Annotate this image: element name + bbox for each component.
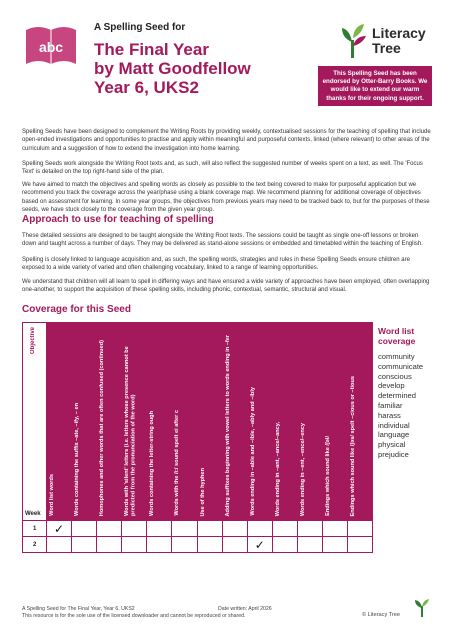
coverage-cell — [197, 521, 222, 537]
coverage-cell — [297, 521, 322, 537]
objective-column-header: Homophones and other words that are often confused (continued) — [97, 323, 122, 521]
footer-copyright: © Literacy Tree — [362, 612, 401, 618]
leaf-icon — [412, 598, 432, 618]
word-list-item: determined — [378, 391, 416, 401]
word-list-item: familiar — [378, 400, 403, 410]
objective-column-header: Words ending in –able and –ible, –ably and –ibly — [247, 323, 272, 521]
footer-line-2: This resource is for the sole use of the licensed downloader and cannot be reproduced or shared. — [22, 613, 246, 619]
coverage-cell — [272, 537, 297, 553]
word-list-item: prejudice — [378, 449, 409, 459]
approach-paragraph-2: Spelling is closely linked to language acquisition and, as such, the spelling words, strategies and rules in these Spelling Seeds ensure children are exposed to a wide variety of varied and often challenging vocabulary, linked to a range of learning opportunities. — [22, 257, 410, 272]
coverage-cell — [323, 521, 348, 537]
badge-text: abc — [38, 39, 64, 55]
footer-line-1: A Spelling Seed for The Final Year, Year 6, UKS2 — [22, 606, 135, 612]
objective-column-header: Words ending in –ent, –ence/–ency — [297, 323, 322, 521]
coverage-cell — [97, 537, 122, 553]
logo-text-line2: Tree — [372, 40, 401, 56]
word-list-item: individual — [378, 420, 410, 430]
week-label: Week — [25, 511, 41, 517]
approach-paragraph-3: We understand that children will all learn to spell in differing ways and have ensured a wide variety of approaches have been employed, often overlapping one-another, to support the acquisition of these spelling skills, including phonic, contextual, semantic, structural and visual. — [22, 279, 430, 294]
coverage-cell — [47, 537, 72, 553]
tick-icon: ✓ — [54, 521, 65, 536]
word-list — [378, 352, 423, 460]
coverage-cell — [297, 537, 322, 553]
footer-text — [22, 606, 322, 620]
table-row — [23, 521, 373, 537]
word-list-item: develop — [378, 381, 405, 391]
word-list-item: conscious — [378, 371, 412, 381]
intro-paragraph-3: We have aimed to match the objectives and spelling words as closely as possible to the text being covered to make for purposeful application but we recommend you track the coverage across the year/phase using a blank coverage map. We recommend planning for additional coverage of objectives based on assessment for learning. In some year groups, the objectives from previous years may need to be tracked back to, but for the purposes of these seeds, we have stuck closely to the coverage from the given year group. — [22, 182, 430, 213]
coverage-cell — [323, 537, 348, 553]
literacy-tree-logo — [336, 22, 436, 62]
title-line-1: The Final Year — [94, 40, 209, 59]
objective-column-header: Word list words — [47, 323, 72, 521]
logo-text-line1: Literacy — [372, 25, 426, 41]
footer-date: Date written: April 2026 — [218, 606, 272, 612]
tree-icon — [336, 22, 370, 62]
objective-column-header: Adding suffixes beginning with vowel letters to words ending in –fer — [222, 323, 247, 521]
coverage-cell — [47, 521, 72, 537]
coverage-cell — [72, 521, 97, 537]
objective-column-header: Use of the hyphen — [197, 323, 222, 521]
word-list-item: harass — [378, 410, 401, 420]
seed-for-label: A Spelling Seed for — [94, 22, 186, 33]
objective-column-header: Words containing the suffix –ate, –ify, – en — [72, 323, 97, 521]
word-list-item: community — [378, 352, 415, 361]
objective-column-header: Endings which sound like /ʃəs/ spelt –cious or –tious — [348, 323, 373, 521]
coverage-cell — [72, 537, 97, 553]
coverage-heading: Coverage for this Seed — [22, 304, 131, 315]
tick-icon: ✓ — [254, 537, 265, 552]
approach-heading: Approach to use for teaching of spelling — [22, 214, 214, 225]
coverage-cell — [122, 521, 147, 537]
page-title — [94, 40, 314, 97]
objective-column-header: Words ending in –ant, –ance/–ancy, — [272, 323, 297, 521]
coverage-cell — [147, 537, 172, 553]
coverage-cell — [247, 521, 272, 537]
objective-column-header: Endings which sound like /ʃəl/ — [323, 323, 348, 521]
objective-column-header: Words containing the letter-string ough — [147, 323, 172, 521]
endorsement-box: This Spelling Seed has been endorsed by Otter-Barry Books. We would like to extend our warm thanks for their ongoing support. — [318, 66, 432, 106]
coverage-cell — [222, 537, 247, 553]
title-line-3: Year 6, UKS2 — [94, 78, 199, 97]
title-line-2: by Matt Goodfellow — [94, 59, 251, 78]
coverage-cell — [197, 537, 222, 553]
intro-paragraph-1: Spelling Seeds have been designed to complement the Writing Roots by providing weekly, contextualised sessions for the teaching of spelling that include open-ended investigations and opportunities to practise and apply within meaningful and purposeful contexts, linked (where relevant) to other areas of the curriculum and a suggestion of how to extend the investigation into home learning. — [22, 129, 431, 152]
coverage-table — [22, 322, 373, 553]
coverage-cell — [122, 537, 147, 553]
word-list-heading: Word list coverage — [378, 326, 416, 346]
coverage-cell — [348, 537, 373, 553]
approach-paragraph-1: These detailed sessions are designed to be taught alongside the Writing Root texts. The sessions could be taught as single one-off lessons or broken down and taught across a number of days. They may be delivered as stand-alone sessions or embedded and timetabled within the teaching of English. — [22, 233, 423, 248]
coverage-cell — [222, 521, 247, 537]
abc-book-logo — [22, 22, 80, 70]
word-list-item: language — [378, 430, 410, 440]
objective-week-corner — [23, 323, 47, 521]
intro-paragraph-2: Spelling Seeds work alongside the Writing Root texts and, as such, will also reflect the suggested number of weeks spent on a text, as well. The 'Focus Text' is detailed on the top right-hand side of the plan. — [22, 161, 423, 176]
week-number: 2 — [23, 537, 47, 553]
coverage-cell — [97, 521, 122, 537]
word-list-item: physical — [378, 440, 406, 450]
objective-column-header: Words with 'silent' letters (i.e. letters whose presence cannot be predicted from the pronunciation of the word) — [122, 323, 147, 521]
coverage-cell — [247, 537, 272, 553]
coverage-cell — [172, 537, 197, 553]
week-number: 1 — [23, 521, 47, 537]
table-row — [23, 537, 373, 553]
coverage-cell — [147, 521, 172, 537]
coverage-cell — [348, 521, 373, 537]
objective-column-header: Words with the /i:/ sound spelt ei after c — [172, 323, 197, 521]
word-list-item: communicate — [378, 361, 424, 371]
coverage-cell — [272, 521, 297, 537]
coverage-cell — [172, 521, 197, 537]
objective-label: Objective — [30, 327, 36, 355]
